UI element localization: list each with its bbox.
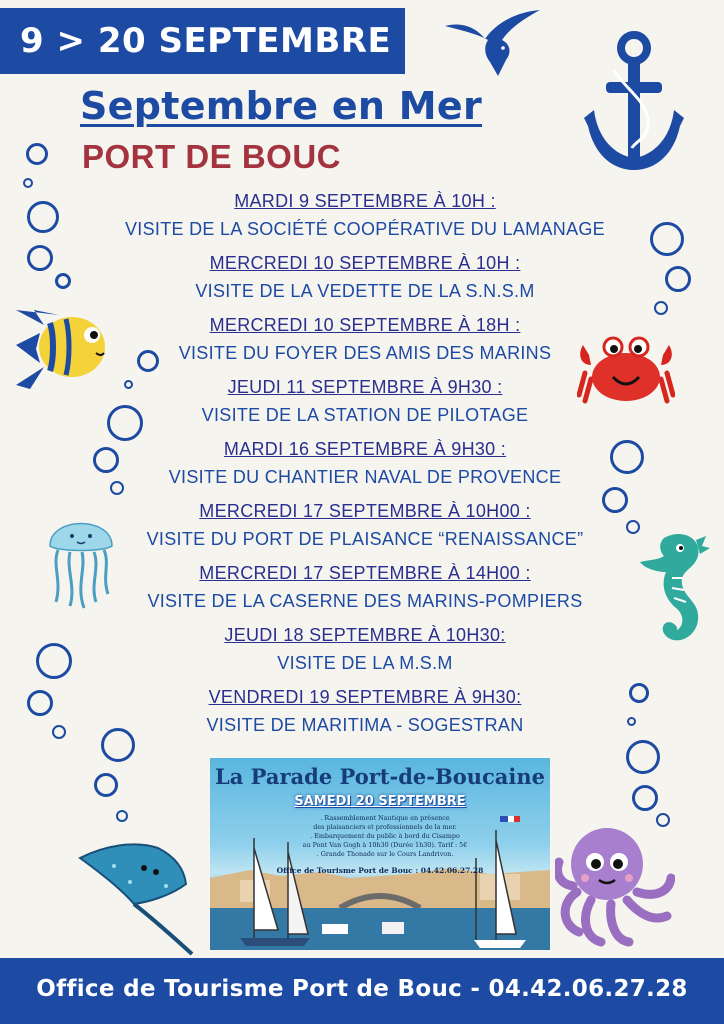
event-date: JEUDI 11 SEPTEMBRE À 9H30 : [227, 377, 503, 397]
bubble-icon [650, 222, 684, 256]
bubble-icon [36, 643, 72, 679]
event-item [100, 188, 630, 250]
event-date: MARDI 9 SEPTEMBRE À 10H : [234, 191, 496, 211]
event-item [100, 250, 630, 312]
event-item [100, 560, 630, 622]
stingray-icon [74, 838, 200, 958]
bubble-icon [654, 301, 668, 315]
event-description: VISITE DU CHANTIER NAVAL DE PROVENCE [168, 467, 562, 487]
event-item [100, 374, 630, 436]
poster-title: La Parade Port-de-Boucaine [214, 764, 546, 789]
page-subtitle: PORT DE BOUC [82, 138, 342, 175]
poster-line: au Pont Van Gogh à 10h30 (Durée 1h30). Tarif : 5€ [302, 841, 468, 849]
event-date: MARDI 16 SEPTEMBRE À 9H30 : [223, 439, 507, 459]
poster-contact: Office de Tourisme Port de Bouc : 04.42.06.27.28 [276, 866, 484, 875]
parade-poster [210, 758, 550, 950]
poster-line: des plaisanciers et professionnels de la mer. [313, 823, 457, 831]
event-item [100, 436, 630, 498]
event-description: VISITE DE MARITIMA - SOGESTRAN [206, 715, 524, 735]
event-description: VISITE DE LA VEDETTE DE LA S.N.S.M [195, 281, 535, 301]
event-description: VISITE DU PORT DE PLAISANCE “RENAISSANCE” [146, 529, 584, 549]
event-item [100, 622, 630, 684]
bubble-icon [632, 785, 658, 811]
bubble-icon [55, 273, 71, 289]
octopus-icon [555, 822, 675, 947]
event-date: JEUDI 18 SEPTEMBRE À 10H30: [224, 625, 506, 645]
poster-line: . Embarquement du public à bord du Cisampo [310, 832, 460, 840]
event-item [100, 312, 630, 374]
seagull-icon [440, 4, 545, 79]
event-schedule [100, 188, 630, 746]
footer-contact: Office de Tourisme Port de Bouc - 04.42.06.27.28 [0, 958, 724, 1024]
bubble-icon [23, 178, 33, 188]
page-title: Septembre en Mer [80, 84, 482, 128]
bubble-icon [94, 773, 118, 797]
event-item [100, 684, 630, 746]
bubble-icon [26, 143, 48, 165]
bubble-icon [626, 740, 660, 774]
bubble-icon [116, 810, 128, 822]
bubble-icon [665, 266, 691, 292]
bubble-icon [52, 725, 66, 739]
seahorse-icon [636, 528, 714, 656]
event-description: VISITE DE LA STATION DE PILOTAGE [201, 405, 529, 425]
event-date: MERCREDI 10 SEPTEMBRE À 10H : [209, 253, 521, 273]
event-description: VISITE DE LA M.S.M [277, 653, 453, 673]
event-date: VENDREDI 19 SEPTEMBRE À 9H30: [208, 687, 522, 707]
bubble-icon [27, 690, 53, 716]
bubble-icon [27, 201, 59, 233]
anchor-icon [578, 30, 690, 175]
event-description: VISITE DE LA SOCIÉTÉ COOPÉRATIVE DU LAMANAGE [125, 219, 605, 239]
poster-line: . Grande Thonade sur le Cours Landrivon. [316, 850, 454, 858]
bubble-icon [27, 245, 53, 271]
event-item [100, 498, 630, 560]
event-date: MERCREDI 10 SEPTEMBRE À 18H : [209, 315, 521, 335]
poster-details [290, 814, 480, 859]
event-date: MERCREDI 17 SEPTEMBRE À 14H00 : [199, 563, 531, 583]
poster-line: . Rassemblement Nautique en présence [320, 814, 450, 822]
event-description: VISITE DU FOYER DES AMIS DES MARINS [178, 343, 552, 363]
fish-icon [14, 305, 106, 390]
bubble-icon [629, 683, 649, 703]
poster-date: SAMEDI 20 SEPTEMBRE [294, 794, 466, 809]
event-date: MERCREDI 17 SEPTEMBRE À 10H00 : [199, 501, 531, 521]
date-range-banner: 9 > 20 SEPTEMBRE [0, 8, 405, 74]
event-description: VISITE DE LA CASERNE DES MARINS-POMPIERS [147, 591, 583, 611]
